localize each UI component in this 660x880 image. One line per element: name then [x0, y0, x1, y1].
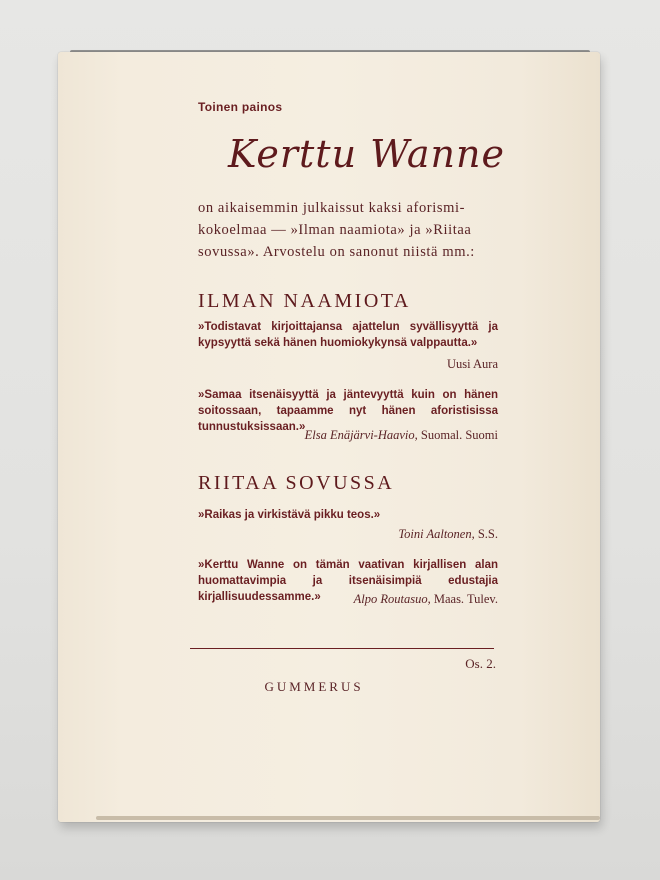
- review-source: [198, 527, 498, 542]
- book-page-edges: [96, 816, 600, 820]
- author-name: Kerttu Wanne: [228, 132, 505, 176]
- edition-label: Toinen painos: [198, 100, 283, 114]
- review-source-name: Elsa Enäjärvi-Haavio,: [304, 428, 418, 442]
- review-source: [198, 357, 498, 372]
- intro-text: on aikaisemmin julkaissut kaksi aforismi-kokoelmaa — »Ilman naamiota» ja »Riitaa sovussa». Arvostelu on sanonut niistä mm.:: [198, 200, 475, 260]
- section-title-ilman-naamiota: ILMAN NAAMIOTA: [198, 290, 411, 312]
- review-source-name: Toini Aaltonen,: [398, 527, 475, 541]
- volume-number: Os. 2.: [465, 656, 496, 671]
- divider-rule: [190, 648, 494, 649]
- review-quote: »Raikas ja virkistävä pikku teos.»: [198, 509, 381, 521]
- review-source-paper: Maas. Tulev.: [433, 592, 498, 606]
- section-title-riitaa-sovussa: RIITAA SOVUSSA: [198, 472, 395, 494]
- review-quote: »Kerttu Wanne on tämän vaativan kirjallisen alan huomattavimpia ja itsenäisimpiä edustajia kirjallisuudessamme.»: [198, 559, 498, 603]
- review-quote: »Todistavat kirjoittajansa ajattelun syvällisyyttä ja kypsyyttä sekä hänen huomiokykynsä valppautta.»: [198, 321, 498, 349]
- publisher-name: GUMMERUS: [264, 679, 364, 694]
- review-source-name: Alpo Routasuo,: [353, 592, 431, 606]
- review-source: [198, 428, 498, 443]
- review-source: [198, 592, 498, 607]
- review-source-paper: Suomal. Suomi: [420, 428, 498, 442]
- review-quote: »Samaa itsenäisyyttä ja jäntevyyttä kuin on hänen soitossaan, tapaamme nyt hänen aforistisissa tunnustuksissaan.»: [198, 389, 498, 433]
- review-source-paper: S.S.: [477, 527, 498, 541]
- review-source-paper: Uusi Aura: [446, 357, 498, 371]
